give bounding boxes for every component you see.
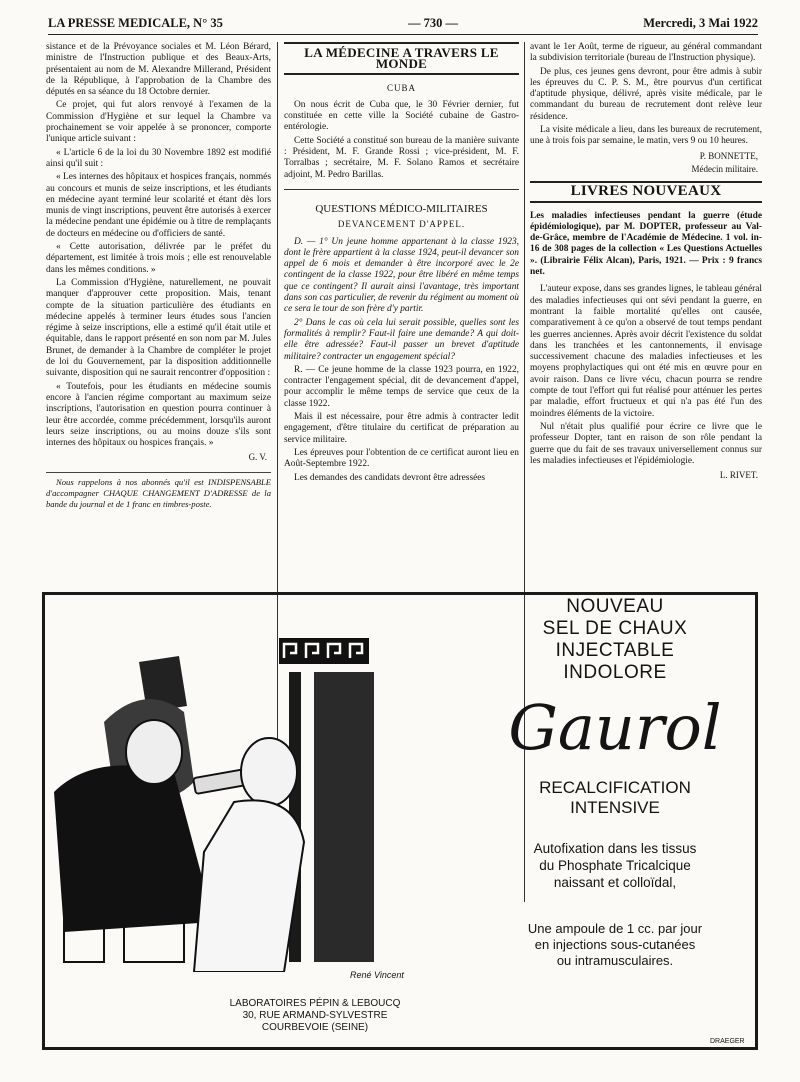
- answer-paragraph: Mais il est nécessaire, pour être admis à contracter ledit engagement, d'être titulaire du certificat de préparation au service militaire.: [284, 412, 519, 445]
- lab-line: 30, RUE ARMAND-SYLVESTRE: [242, 1010, 388, 1021]
- paragraph: La Commission d'Hygiène, naturellement, ne pouvait manquer d'approuver cette proposition. Mais, tenant compte de la situation particulière des étudiants en médecine appelés à terminer leurs études sous l'ancien régime à seize inscriptions, elle a estimé qu'il était utile et équitable, dans le rapport présenté en son nom par M. Jules Brunet, de demander à la Chambre de compléter le projet de loi du Gouvernement, par la disposition additionnelle suivante, disposition qui ne saurait rencontrer d'opposition :: [46, 277, 271, 379]
- ad-line: INJECTABLE: [555, 640, 675, 661]
- paragraph: « L'article 6 de la loi du 30 Novembre 1892 est modifié ainsi qu'il suit :: [46, 147, 271, 169]
- lab-line: COURBEVOIE (SEINE): [261, 1022, 369, 1033]
- advertisement-text: [455, 596, 775, 969]
- ad-description: du Phosphate Tricalcique: [539, 858, 691, 873]
- section-title-livres: LIVRES NOUVEAUX: [530, 181, 762, 202]
- subsection-devancement: DEVANCEMENT D'APPEL.: [337, 219, 466, 230]
- paragraph: Ce projet, qui fut alors renvoyé à l'examen de la Commission d'Hygiène et sur lequel la Chambre va prochainement se voir appelée à se prononcer, comporte l'unique article suivant :: [46, 100, 271, 145]
- artist-signature: René Vincent: [350, 970, 404, 980]
- ad-line: INDOLORE: [563, 662, 667, 683]
- answer-paragraph: Les demandes des candidats devront être adressées: [294, 472, 486, 483]
- ad-dosage: Une ampoule de 1 cc. par jour: [527, 921, 703, 936]
- issue-date: Mercredi, 3 Mai 1922: [643, 15, 758, 30]
- signature-title: Médecin militaire.: [691, 163, 758, 174]
- advertisement-illustration: [44, 632, 384, 972]
- ad-description: Autofixation dans les tissus: [533, 841, 697, 856]
- signature: L. RIVET.: [719, 470, 758, 481]
- subscriber-note: Nous rappelons à nos abonnés qu'il est INDISPENSABLE d'accompagner CHAQUE CHANGEMENT D'ADRESSE de la bande du journal et de 1 franc en timbres-poste.: [46, 472, 271, 511]
- paragraph: sistance et de la Prévoyance sociales et M. Léon Bérard, ministre de l'Instruction publique et des Beaux-Arts, présentaient au nom de M. Alexandre Millerand, Président de la République, à l'approbation de la Chambre des députés en sa séance du 18 Octobre dernier.: [46, 42, 271, 98]
- paragraph: « Cette autorisation, délivrée par le préfet du département, est limitée à trois mois ; elle est renouvelable dans les mêmes conditions. »: [46, 242, 271, 275]
- journal-title: LA PRESSE MEDICALE, N° 35: [48, 15, 223, 30]
- lab-line: LABORATOIRES PÉPIN & LEBOUCQ: [229, 998, 401, 1009]
- paragraph: « Toutefois, pour les étudiants en médecine soumis encore à l'ancien régime comportant au maximum seize inscriptions, l'autorisation en question pourra continuer à leur être accordée, comme précédemment, lorsqu'ils auront leurs seize inscriptions, ou au moins douze s'ils sont internes des hôpitaux ou hospices français. »: [46, 381, 271, 449]
- book-reference: Les maladies infectieuses pendant la guerre (étude épidémiologique), par M. DOPTER, professeur au Val-de-Grâce, membre de l'Académie de Médecine. 1 vol. in-16 de 308 pages de la collection « Les Questions Actuelles ». (Librairie Félix Alcan), Paris, 1921. — Prix : 9 francs net.: [530, 210, 762, 278]
- question-paragraph: D. — 1° Un jeune homme appartenant à la classe 1923, dont le frère appartient à la classe 1924, peut-il devancer son appel de 6 mois et demander à être incorporé avec le 2e contingent de la classe 1922, pour être libéré en même temps que ce contingent? Il aurait ainsi l'avantage, très important dans son cas particulier, de revenir du régiment au moment où ce sera le tour de son frère d'y partir.: [284, 236, 519, 315]
- paragraph: Cette Société a constitué son bureau de la manière suivante : Président, M. F. Grande Rossi ; vice-président, M. F. Torralbas ; secrétaire, M. F. Solano Ramos et secrétaire adjoint, M. Pedro Barillas.: [284, 135, 519, 180]
- signature: G. V.: [248, 452, 267, 463]
- signature: P. BONNETTE,: [699, 150, 758, 161]
- ad-dosage: en injections sous-cutanées: [534, 937, 696, 952]
- paragraph: L'auteur expose, dans ses grandes lignes, le tableau général des maladies infectieuses qui ont sévi pendant la guerre, en montrant la faible mortalité qu'elles ont causée, comparativement à ce qu'on a observé de tout temps pendant les guerres anciennes. Après avoir décrit l'existence du soldat dans les tranchées et les cantonnements, il envisage successivement chacune des maladies infectieuses et les moyens prophylactiques qui ont été mis en œuvre pour en avoir raison. Dans ce livre vécu, chacun pourra se rendre compte de tout l'effort qui fut réalisé pour atténuer les pertes par maladie, effort fructueux et qui n'a pas été l'un des moindres éléments de la victoire.: [530, 284, 762, 419]
- ad-line: SEL DE CHAUX: [542, 618, 688, 639]
- ad-line: INTENSIVE: [570, 798, 660, 817]
- paragraph: Nul n'était plus qualifié pour écrire ce livre que le professeur Dopter, tant en raison de son rôle pendant la guerre que du fait de ses travaux universellement connus sur les maladies infectieuses et l'épidémiologie.: [530, 421, 762, 466]
- printer-mark: DRAEGER: [710, 1038, 745, 1045]
- subsection-cuba: CUBA: [386, 82, 416, 93]
- ad-line: RECALCIFICATION: [539, 778, 691, 797]
- ad-dosage: ou intramusculaires.: [556, 953, 674, 968]
- paragraph: avant le 1er Août, terme de rigueur, au général commandant la subdivision territoriale (bureau de l'Instruction physique).: [530, 42, 762, 64]
- answer-paragraph: Les épreuves pour l'obtention de ce certificat auront lieu en Août-Septembre 1922.: [284, 447, 519, 470]
- question-paragraph: 2° Dans le cas où cela lui serait possible, quelles sont les formalités à remplir? Faut-il faire une demande? A qui doit-elle être adressée? Faut-il passer un brevet d'aptitude militaire? contracter un engagement spécial?: [284, 317, 519, 362]
- paragraph: De plus, ces jeunes gens devront, pour être admis à subir les épreuves du C. P. S. M., être pourvus d'un certificat d'aptitude physique, délivré, après visite médicale, par le commandant du bureau de recrutement dont relève leur résidence.: [530, 66, 762, 122]
- paragraph: La visite médicale a lieu, dans les bureaux de recrutement, une à trois fois par semaine, le matin, vers 9 ou 10 heures.: [530, 125, 762, 147]
- answer-paragraph: R. — Ce jeune homme de la classe 1923 pourra, en 1922, contracter l'engagement spécial, dit de devancement d'appel, pour accomplir le même temps de service que ceux de la classe 1922.: [284, 364, 519, 409]
- page-number: — 730 —: [408, 15, 459, 30]
- divider: [284, 189, 519, 190]
- section-title-medecine: LA MÉDECINE A TRAVERS LE MONDE: [284, 42, 519, 75]
- ad-description: naissant et colloïdal,: [553, 875, 677, 890]
- laboratory-address: [215, 998, 415, 1034]
- section-title-questions: QUESTIONS MÉDICO-MILITAIRES: [315, 202, 488, 215]
- paragraph: « Les internes des hôpitaux et hospices français, nommés au concours et munis de seize inscriptions, et les étudiants en médecine ayant terminé leur scolarité et étant dès lors munis de vingt inscriptions, peuvent être autorisés à exercer la médecine pendant une épidémie ou à titre de remplaçants de docteurs en médecine ou d'officiers de santé.: [46, 172, 271, 239]
- ad-line: NOUVEAU: [566, 596, 664, 617]
- brand-name: Gaurol: [508, 691, 722, 764]
- paragraph: On nous écrit de Cuba que, le 30 Février dernier, fut constituée en cette ville la Société cubaine de Gastro-entérologie.: [284, 99, 519, 133]
- page-header: [48, 12, 758, 35]
